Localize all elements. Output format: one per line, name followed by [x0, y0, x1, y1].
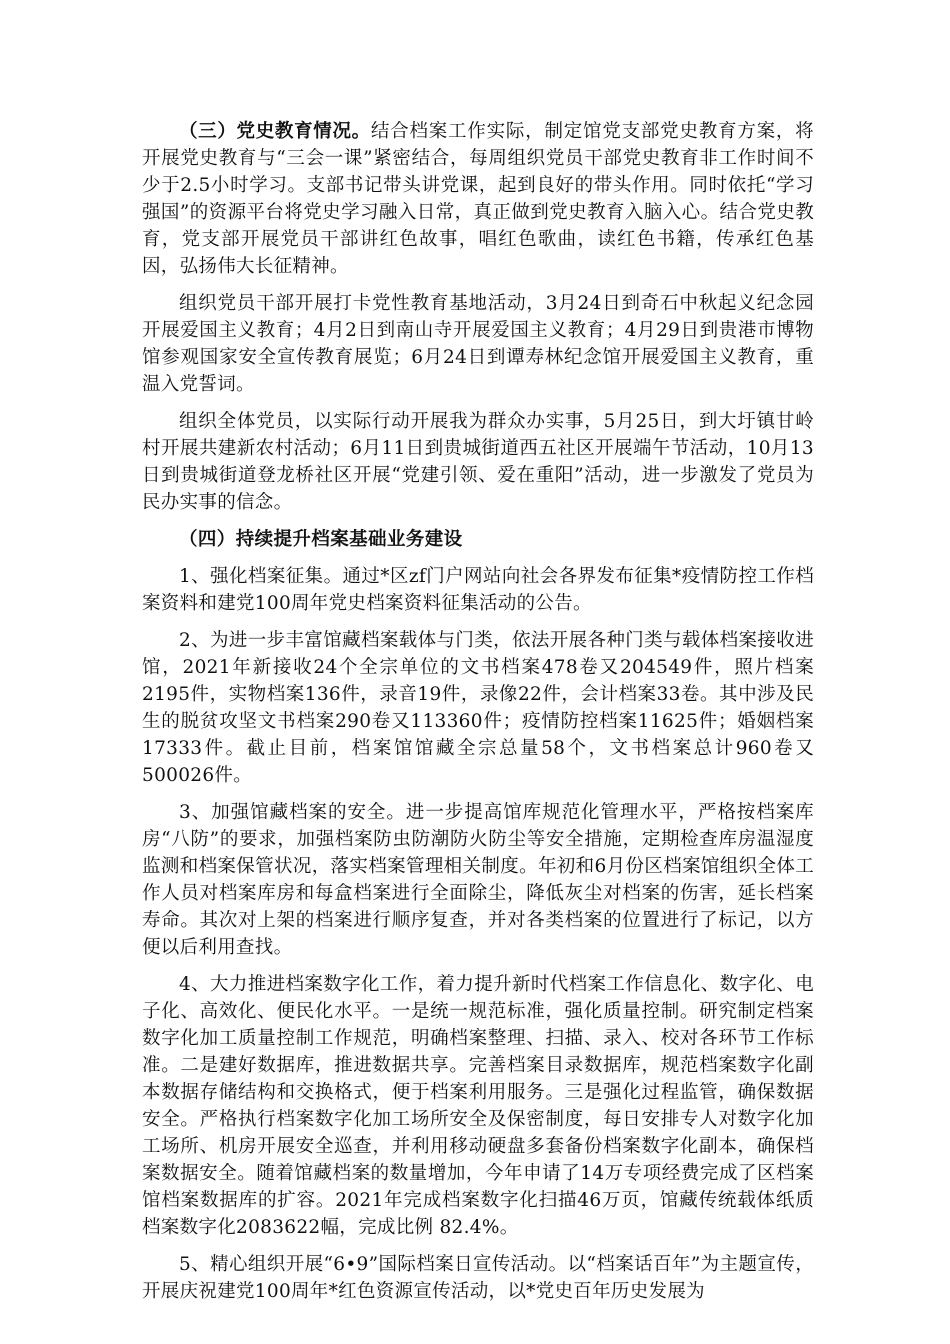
- public-service-paragraph: 组织全体党员，以实际行动开展我为群众办实事，5月25日，到大圩镇甘岭村开展共建新农村活动；6月11日到贵城街道西五社区开展端午节活动，10月13日到贵城街道登龙桥社区开展“党建引领、爱在重阳”活动，进一步激发了党员为民办实事的信念。: [142, 411, 814, 513]
- item-4-digitization: 4、大力推进档案数字化工作，着力提升新时代档案工作信息化、数字化、电子化、高效化、便民化水平。一是统一规范标准，强化质量控制。研究制定档案数字化加工质量控制工作规范，明确档案整理、扫描、录入、校对各环节工作标准。二是建好数据库，推进数据共享。完善档案目录数据库，规范档案数字化副本数据存储结构和交换格式，便于档案利用服务。三是强化过程监管，确保数据安全。严格执行档案数字化加工场所安全及保密制度，每日安排专人对数字化加工场所、机房开展安全巡查，并利用移动硬盘多套备份档案数字化副本，确保档案数据安全。随着馆藏档案的数量增加，今年申请了14万专项经费完成了区档案馆档案数据库的扩容。2021年完成档案数字化扫描46万页，馆藏传统载体纸质档案数字化2083622幅，完成比例 82.4%。: [142, 974, 814, 1238]
- item-2-reception: 2、为进一步丰富馆藏档案载体与门类，依法开展各种门类与载体档案接收进馆，2021年新接收24个全宗单位的文书档案478卷又204549件，照片档案2195件，实物档案136件，录音19件，录像22件，会计档案33卷。其中涉及民生的脱贫攻坚文书档案290卷又113360件；疫情防控档案11625件；婚姻档案17333件。截止目前，档案馆馆藏全宗总量58个，文书档案总计960卷又500026件。: [142, 630, 814, 786]
- item-1-collection: 1、强化档案征集。通过*区zf门户网站向社会各界发布征集*疫情防控工作档案资料和建党100周年党史档案资料征集活动的公告。: [142, 566, 814, 614]
- item-3-security: 3、加强馆藏档案的安全。进一步提高馆库规范化管理水平，严格按档案库房“八防”的要求，加强档案防虫防潮防火防尘等安全措施，定期检查库房温湿度监测和档案保管状况，落实档案管理相关制度。年初和6月份区档案馆组织全体工作人员对档案库房和每盒档案进行全面除尘，降低灰尘对档案的伤害，延长档案寿命。其次对上架的档案进行顺序复查，并对各类档案的位置进行了标记，以方便以后利用查找。: [142, 802, 814, 958]
- item-5-archives-day: 5、精心组织开展“6•9”国际档案日宣传活动。以“档案话百年”为主题宣传，开展庆祝建党100周年*红色资源宣传活动，以*党史百年历史发展为: [142, 1254, 814, 1302]
- party-base-activity-paragraph: 组织党员干部开展打卡党性教育基地活动，3月24日到奇石中秋起义纪念园开展爱国主义教育；4月2日到南山寺开展爱国主义教育；4月29日到贵港市博物馆参观国家安全宣传教育展览；6月24日到谭寿林纪念馆开展爱国主义教育，重温入党誓词。: [142, 293, 814, 395]
- document-body: [142, 118, 814, 1315]
- section-3-paragraph: [142, 118, 814, 280]
- section-4-heading: （四）持续提升档案基础业务建设: [179, 529, 463, 550]
- section-3-lead: （三）党史教育情况。: [179, 121, 371, 142]
- section-3-text: 结合档案工作实际，制定馆党支部党史教育方案，将开展党史教育与“三会一课”紧密结合，每周组织党员干部党史教育非工作时间不少于2.5小时学习。支部书记带头讲党课，起到良好的带头作用。同时依托“学习强国”的资源平台将党史学习融入日常，真正做到党史教育入脑入心。结合党史教育，党支部开展党员干部讲红色故事，唱红色歌曲，读红色书籍，传承红色基因，弘扬伟大长征精神。: [142, 121, 814, 277]
